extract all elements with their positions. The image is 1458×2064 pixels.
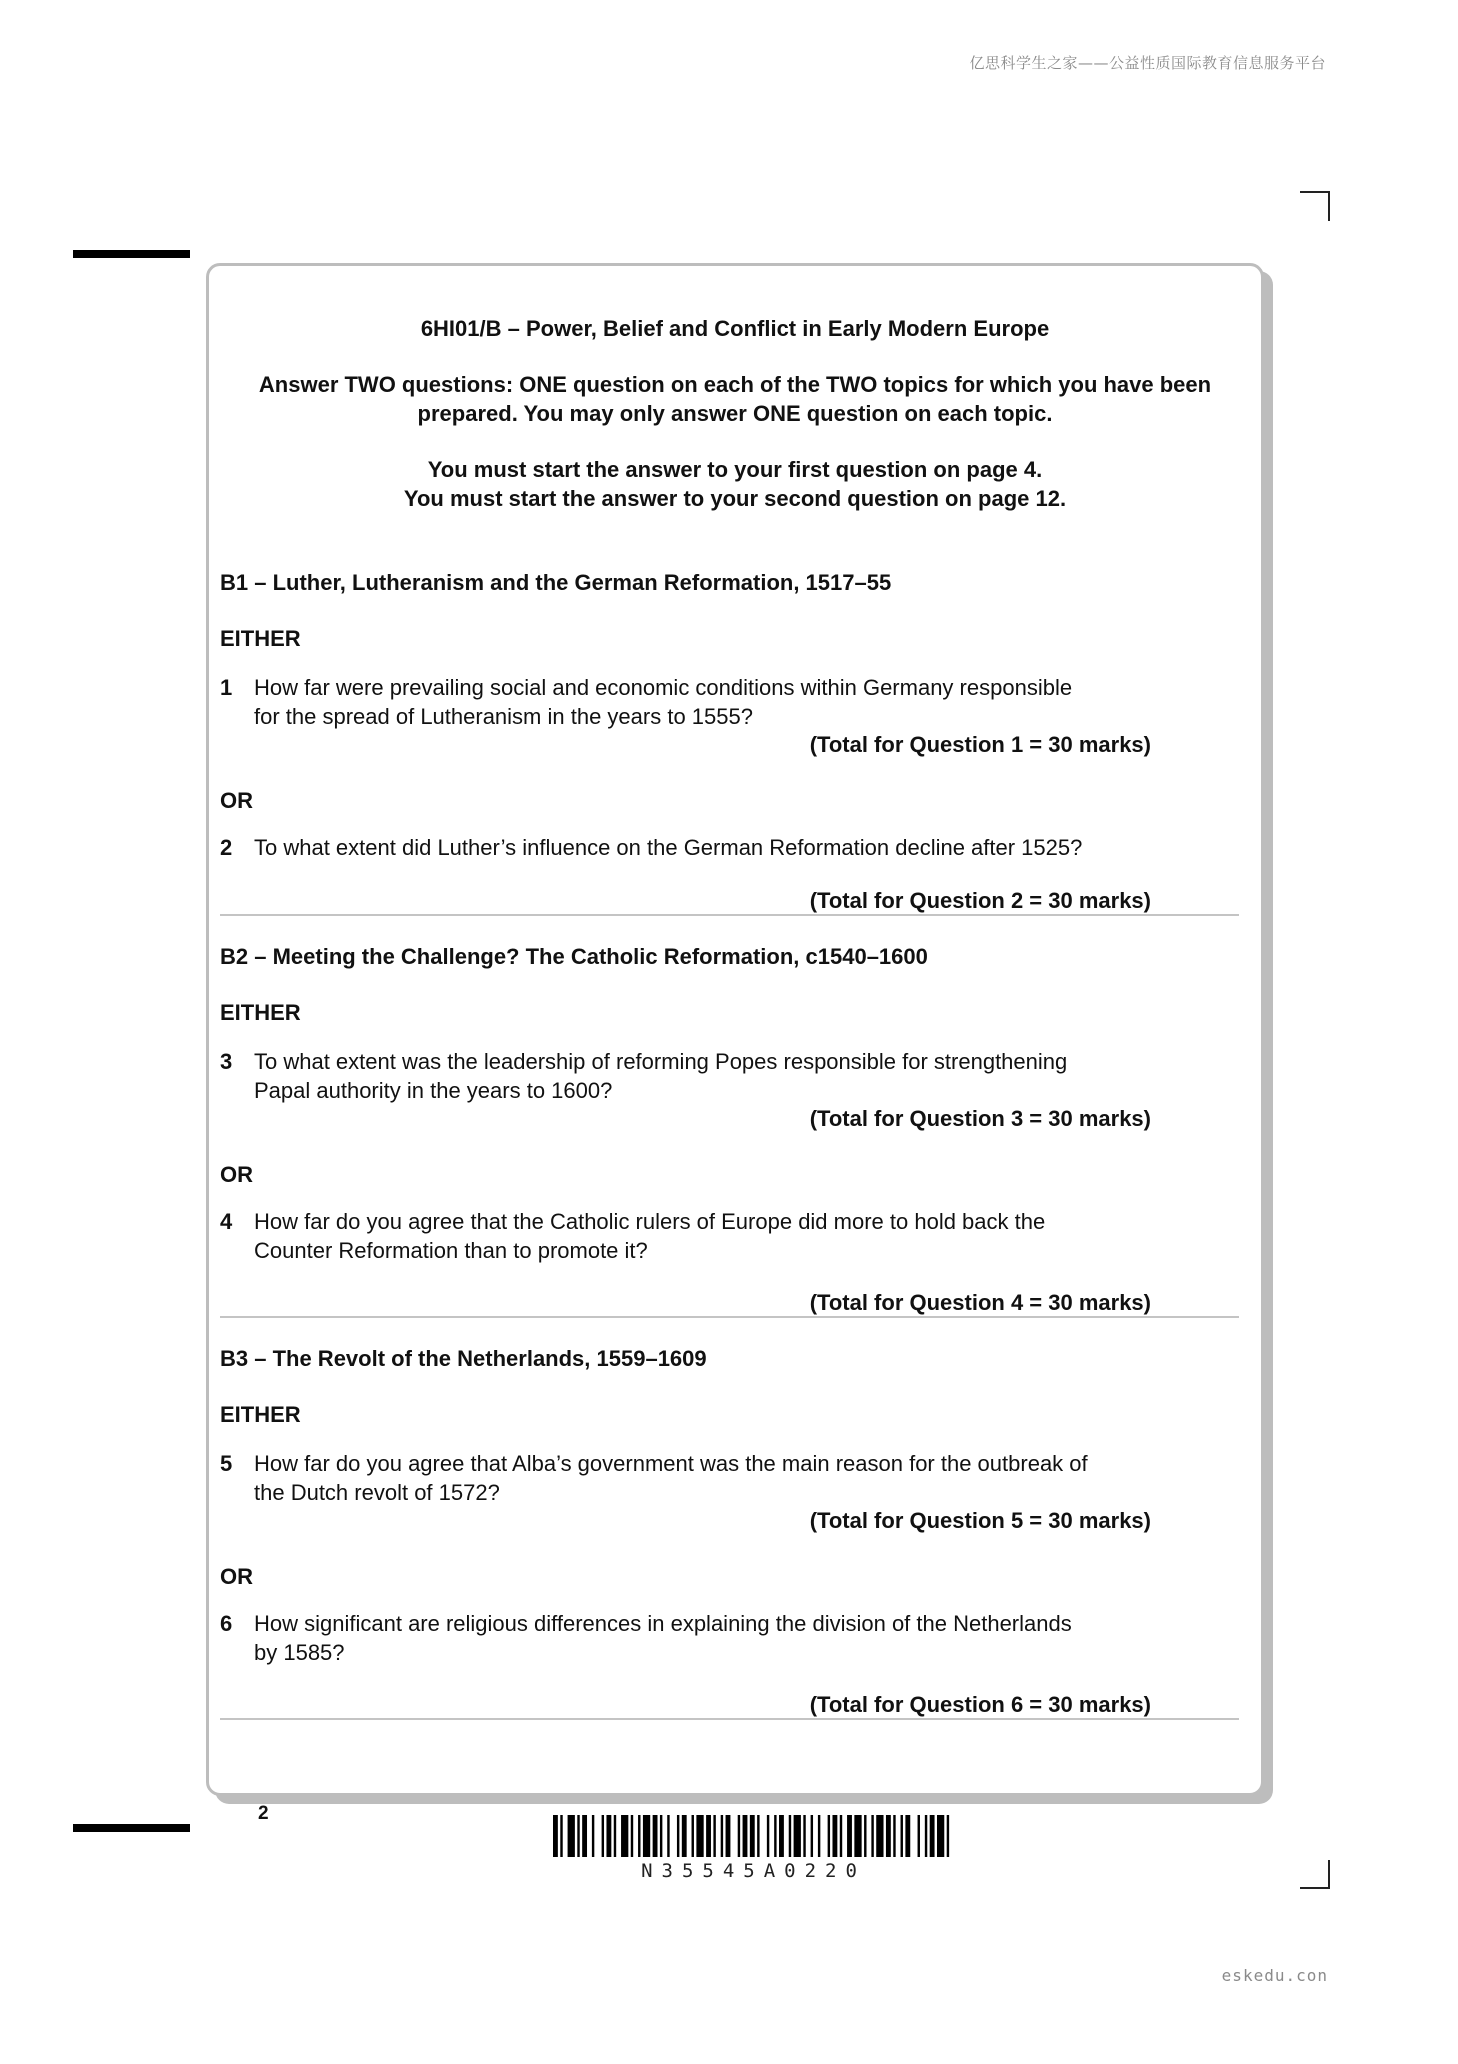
barcode-bar <box>767 1815 769 1857</box>
barcode-bar <box>918 1815 920 1857</box>
barcode-bar <box>677 1815 679 1857</box>
crop-mark-bottom-right-h <box>1300 1887 1330 1889</box>
barcode-text: N35545A0220 <box>641 1860 866 1882</box>
barcode-bar <box>568 1815 575 1857</box>
section-divider <box>220 1316 1239 1318</box>
paper-title: 6HI01/B – Power, Belief and Conflict in Early Modern Europe <box>420 316 1050 341</box>
barcode-bar <box>832 1815 837 1857</box>
barcode-bar <box>871 1815 873 1857</box>
barcode-bar <box>947 1815 949 1857</box>
barcode-bar <box>696 1815 703 1857</box>
or-label: OR <box>220 1162 253 1187</box>
or-label: OR <box>220 1564 253 1589</box>
barcode-bar <box>803 1815 805 1857</box>
question-text-line: How far do you agree that the Catholic rulers of Europe did more to hold back the <box>254 1209 1046 1234</box>
registration-bar-bottom <box>73 1824 190 1832</box>
barcode-bar <box>876 1815 883 1857</box>
barcode-bar <box>638 1815 640 1857</box>
barcode-bar <box>582 1815 587 1857</box>
question-marks: (Total for Question 5 = 30 marks) <box>809 1508 1151 1533</box>
barcode-bar <box>789 1815 791 1857</box>
section-title-b2: B2 – Meeting the Challenge? The Catholic Reformation, c1540–1600 <box>220 944 928 969</box>
question-number: 6 <box>220 1611 233 1636</box>
instruction-line-2: prepared. You may only answer ONE question on each topic. <box>417 401 1053 426</box>
barcode-bar <box>828 1815 830 1857</box>
crop-mark-top-right-h <box>1300 191 1330 193</box>
question-marks: (Total for Question 2 = 30 marks) <box>809 888 1151 913</box>
instruction-line-3: You must start the answer to your first question on page 4. <box>427 457 1043 482</box>
barcode-bar <box>577 1815 579 1857</box>
watermark-bottom-text: eskedu.con <box>1221 1966 1328 1985</box>
barcode-bar <box>743 1815 748 1857</box>
question-text-line: for the spread of Lutheranism in the years to 1555? <box>254 704 753 729</box>
question-marks: (Total for Question 4 = 30 marks) <box>809 1290 1151 1315</box>
barcode-bar <box>660 1815 662 1857</box>
barcode-bar <box>643 1815 650 1857</box>
barcode-bar <box>602 1815 604 1857</box>
or-label: OR <box>220 788 253 813</box>
barcode-bar <box>779 1815 784 1857</box>
barcode-bar <box>847 1815 852 1857</box>
barcode-image <box>553 1815 954 1857</box>
question-text-line: To what extent was the leadership of reforming Popes responsible for strengthening <box>254 1049 1068 1074</box>
section-title-b1: B1 – Luther, Lutheranism and the German Reformation, 1517–55 <box>220 570 892 595</box>
barcode-bar <box>614 1815 616 1857</box>
barcode-bar <box>930 1815 935 1857</box>
crop-mark-top-right-v <box>1328 193 1330 221</box>
barcode-bar <box>774 1815 776 1857</box>
barcode-bar <box>592 1815 594 1857</box>
question-text-line: How far do you agree that Alba’s government was the main reason for the outbreak of <box>254 1451 1088 1476</box>
barcode-bar <box>794 1815 801 1857</box>
barcode-bar <box>937 1815 944 1857</box>
question-number: 2 <box>220 835 233 860</box>
barcode-bar <box>905 1815 910 1857</box>
barcode-bar <box>653 1815 658 1857</box>
barcode-bar <box>893 1815 895 1857</box>
section-title-b3: B3 – The Revolt of the Netherlands, 1559–1609 <box>220 1346 707 1371</box>
barcode-bar <box>757 1815 759 1857</box>
question-marks: (Total for Question 1 = 30 marks) <box>809 732 1151 757</box>
barcode-bar <box>721 1815 723 1857</box>
either-label: EITHER <box>220 1402 301 1427</box>
barcode-bar <box>606 1815 611 1857</box>
barcode-bar <box>692 1815 694 1857</box>
barcode-bar <box>840 1815 842 1857</box>
barcode-bar <box>553 1815 558 1857</box>
question-text-line: Counter Reformation than to promote it? <box>254 1238 648 1263</box>
question-marks: (Total for Question 6 = 30 marks) <box>809 1692 1151 1717</box>
barcode-bar <box>750 1815 755 1857</box>
barcode-bar <box>818 1815 820 1857</box>
barcode-bar <box>886 1815 891 1857</box>
question-number: 4 <box>220 1209 233 1234</box>
barcode-bar <box>682 1815 687 1857</box>
instruction-line-1: Answer TWO questions: ONE question on each of the TWO topics for which you have been <box>258 372 1212 397</box>
barcode-bar <box>864 1815 866 1857</box>
question-number: 3 <box>220 1049 233 1074</box>
barcode-bar <box>631 1815 633 1857</box>
barcode-bar <box>811 1815 813 1857</box>
barcode-bar <box>621 1815 628 1857</box>
barcode-bar <box>667 1815 669 1857</box>
watermark-top-text: 亿思科学生之家——公益性质国际教育信息服务平台 <box>969 54 1326 72</box>
question-number: 1 <box>220 675 233 700</box>
barcode-bar <box>738 1815 740 1857</box>
question-number: 5 <box>220 1451 233 1476</box>
question-text-line: Papal authority in the years to 1600? <box>254 1078 613 1103</box>
barcode-bar <box>854 1815 861 1857</box>
barcode-bar <box>726 1815 731 1857</box>
page-number: 2 <box>258 1803 269 1824</box>
section-divider <box>220 1718 1239 1720</box>
question-text-line: To what extent did Luther’s influence on the German Reformation decline after 1525? <box>254 835 1083 860</box>
barcode-bar <box>925 1815 927 1857</box>
registration-bar-top <box>73 250 190 258</box>
question-marks: (Total for Question 3 = 30 marks) <box>809 1106 1151 1131</box>
question-text-line: the Dutch revolt of 1572? <box>254 1480 500 1505</box>
question-text-line: How far were prevailing social and economic conditions within Germany responsible <box>254 675 1073 700</box>
either-label: EITHER <box>220 626 301 651</box>
crop-mark-bottom-right-v <box>1328 1860 1330 1888</box>
barcode-bar <box>901 1815 903 1857</box>
question-text-line: How significant are religious differences in explaining the division of the Netherlands <box>254 1611 1072 1636</box>
section-divider <box>220 914 1239 916</box>
barcode-bar <box>706 1815 711 1857</box>
barcode-bar <box>560 1815 562 1857</box>
question-text-line: by 1585? <box>254 1640 345 1665</box>
instruction-line-4: You must start the answer to your second question on page 12. <box>403 486 1067 511</box>
barcode-bar <box>713 1815 715 1857</box>
either-label: EITHER <box>220 1000 301 1025</box>
